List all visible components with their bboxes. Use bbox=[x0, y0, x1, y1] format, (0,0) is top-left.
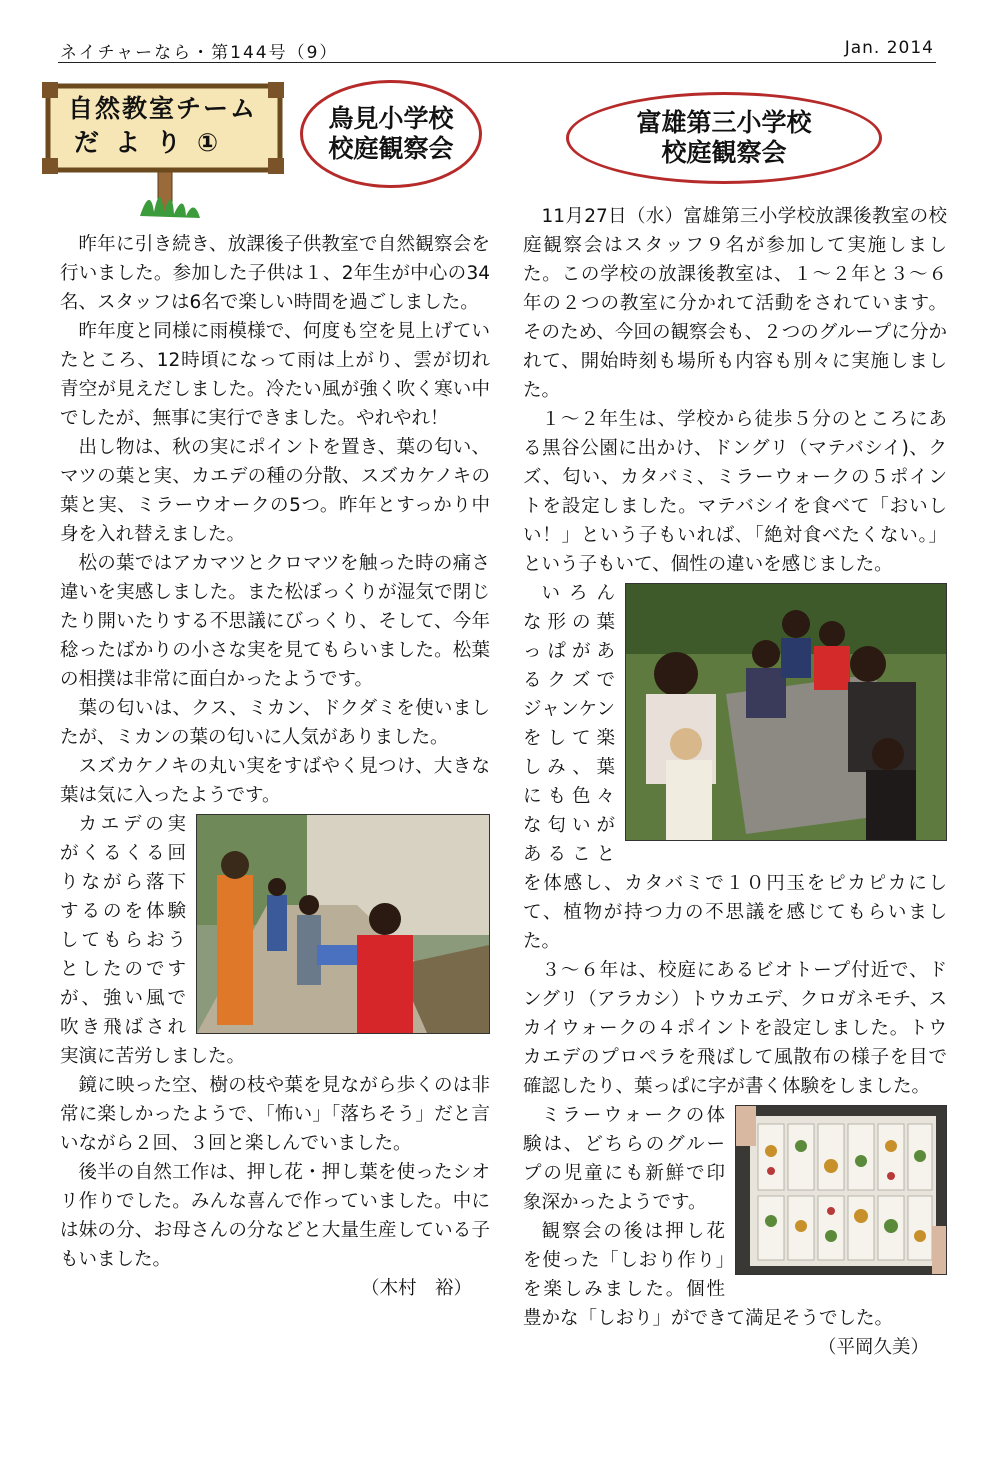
right-paragraph: 11月27日（水）富雄第三小学校放課後教室の校庭観察会はスタッフ９名が参加して実施しました。この学校の放課後教室は、１～２年と３～６年の２つの教室に分かれて活動をされています。そのため、今回の観察会も、２つのグループに分かれて、開始時刻も場所も内容も別々に実施しました。 bbox=[523, 206, 947, 401]
left-paragraph: 昨年度と同様に雨模様で、何度も空を見上げていたところ、12時頃になって雨は上がり、雲が切れ青空が見えだしました。冷たい風が強く吹く寒い中でしたが、無事に実行できました。やれやれ！ bbox=[60, 321, 490, 429]
header-date: Jan. 2014 bbox=[844, 38, 934, 58]
sign-title-line1: 自然教室チーム bbox=[68, 94, 258, 123]
photo-bookmarks bbox=[735, 1105, 947, 1275]
right-author: （平岡久美） bbox=[817, 1337, 929, 1358]
photo-mirror-walk bbox=[196, 814, 490, 1034]
left-paragraph: 鏡に映った空、樹の枝や葉を見ながら歩くのは非常に楽しかったようで、「怖い」「落ちそう」だと言いながら２回、３回と楽しんでいました。 bbox=[60, 1075, 490, 1154]
right-paragraph: 観察会の後は押し花を使った「しおり作り」を楽しみました。個性豊かな「しおり」ができて満足そうでした。 bbox=[523, 1221, 894, 1329]
right-section-title bbox=[566, 92, 882, 184]
right-article bbox=[523, 202, 947, 1362]
right-title-line1: 富雄第三小学校 bbox=[636, 108, 812, 137]
right-paragraph: １～２年生は、学校から徒歩５分のところにある黒谷公園に出かけ、ドングリ（マテバシイ)、クズ、匂い、カタバミ、ミラーウォークの５ポイントを設定しました。マテバシイを食べて「おいしい！」という子もいれば､「絶対食べたくない。」という子もいて、個性の違いを感じました。 bbox=[523, 409, 947, 575]
right-paragraph: いろんな形の葉っぱがあるクズでジャンケンをして楽しみ、葉にも色々な匂いがあることを体感し、カタバミで１０円玉をピカピカにして、植物が持つ力の不思議を感じてもらいました。 bbox=[523, 583, 947, 952]
left-title-line1: 鳥見小学校 bbox=[328, 104, 454, 133]
left-article bbox=[60, 230, 490, 1303]
sign-title bbox=[68, 92, 268, 160]
right-paragraph: ミラーウォークの体験は、どちらのグループの児童にも新鮮で印象深かったようです。 bbox=[523, 1105, 725, 1213]
header-rule bbox=[58, 62, 936, 63]
photo-kids-at-stone bbox=[625, 583, 947, 841]
left-paragraph: カエデの実がくるくる回りながら落下するのを体験してもらおうとしたのですが、強い風で吹き飛ばされ実演に苦労しました。 bbox=[60, 814, 246, 1067]
header-issue: ネイチャーなら・第144号（9） bbox=[60, 43, 339, 63]
left-paragraph: 出し物は、秋の実にポイントを置き、葉の匂い、マツの葉と実、カエデの種の分散、スズカケノキの葉と実、ミラーウオークの5つ。昨年とすっかり中身を入れ替えました。 bbox=[60, 437, 490, 545]
left-paragraph: 松の葉ではアカマツとクロマツを触った時の痛さ違いを実感しました。また松ぼっくりが湿気で閉じたり開いたりする不思議にびっくり、そして、今年稔ったばかりの小さな実を見てもらいました。松葉の相撲は非常に面白かったようです。 bbox=[60, 553, 490, 690]
left-paragraph: 昨年に引き続き、放課後子供教室で自然観察会を行いました。参加した子供は１、2年生が中心の34名、スタッフは6名で楽しい時間を過ごしました。 bbox=[60, 234, 490, 313]
left-title-line2: 校庭観察会 bbox=[328, 134, 454, 163]
left-paragraph: 葉の匂いは、クス、ミカン、ドクダミを使いましたが、ミカンの葉の匂いに人気がありました。 bbox=[60, 698, 490, 748]
sign-title-line2: だより① bbox=[74, 128, 235, 157]
right-paragraph: ３～６年は、校庭にあるビオトープ付近で、ドングリ（アラカシ）トウカエデ、クロガネモチ、スカイウォークの４ポイントを設定しました。トウカエデのプロペラを飛ばして風散布の様子を目で確認したり、葉っぱに字が書く体験をしました。 bbox=[523, 960, 947, 1097]
team-sign bbox=[40, 80, 286, 220]
left-paragraph: 後半の自然工作は、押し花・押し葉を使ったシオリ作りでした。みんな喜んで作っていました。中には妹の分、お母さんの分などと大量生産している子もいました。 bbox=[60, 1162, 490, 1270]
left-paragraph: スズカケノキの丸い実をすばやく見つけ、大きな葉は気に入ったようです。 bbox=[60, 756, 490, 806]
left-section-title bbox=[300, 80, 482, 188]
left-author: （木村 裕） bbox=[360, 1278, 472, 1299]
right-title-line2: 校庭観察会 bbox=[661, 138, 787, 167]
